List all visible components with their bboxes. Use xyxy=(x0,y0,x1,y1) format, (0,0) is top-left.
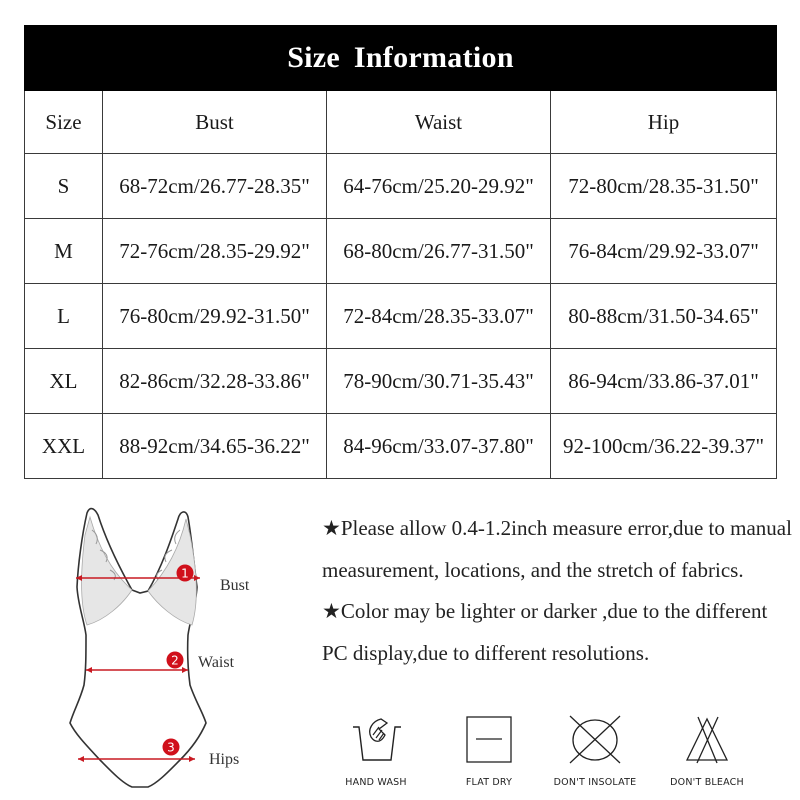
cell-size: XXL xyxy=(25,414,103,479)
size-table xyxy=(24,25,777,479)
label-hips: Hips xyxy=(209,751,240,768)
bodysuit-outline-icon xyxy=(40,495,280,795)
cell-waist: 72-84cm/28.35-33.07" xyxy=(327,284,551,349)
svg-text:1: 1 xyxy=(181,566,189,581)
care-label: DON'T INSOLATE xyxy=(553,777,637,788)
care-label: HAND WASH xyxy=(345,777,407,788)
label-waist: Waist xyxy=(198,654,235,671)
header-size: Size xyxy=(25,91,103,154)
star-icon: ★ xyxy=(322,516,341,540)
dont-bleach-icon xyxy=(680,715,734,765)
cell-hip: 80-88cm/31.50-34.65" xyxy=(551,284,777,349)
table-row xyxy=(25,414,777,479)
cell-bust: 76-80cm/29.92-31.50" xyxy=(103,284,327,349)
label-bust: Bust xyxy=(220,577,250,594)
cell-waist: 68-80cm/26.77-31.50" xyxy=(327,219,551,284)
table-row xyxy=(25,349,777,414)
notes xyxy=(322,508,792,674)
dont-insolate-icon xyxy=(568,715,622,765)
cell-waist: 64-76cm/25.20-29.92" xyxy=(327,154,551,219)
note-2 xyxy=(322,591,792,674)
care-label: FLAT DRY xyxy=(465,777,513,788)
table-title: Size Information xyxy=(25,26,777,91)
cell-size: S xyxy=(25,154,103,219)
cell-bust: 72-76cm/28.35-29.92" xyxy=(103,219,327,284)
cell-hip: 92-100cm/36.22-39.37" xyxy=(551,414,777,479)
cell-bust: 88-92cm/34.65-36.22" xyxy=(103,414,327,479)
header-row xyxy=(25,91,777,154)
cell-hip: 86-94cm/33.86-37.01" xyxy=(551,349,777,414)
cell-hip: 76-84cm/29.92-33.07" xyxy=(551,219,777,284)
cell-size: XL xyxy=(25,349,103,414)
note-text: Color may be lighter or darker ,due to the different PC display,due to different resolutions. xyxy=(322,599,768,665)
cell-size: L xyxy=(25,284,103,349)
header-waist: Waist xyxy=(327,91,551,154)
table-row xyxy=(25,219,777,284)
svg-text:2: 2 xyxy=(171,653,179,668)
header-bust: Bust xyxy=(103,91,327,154)
cell-bust: 68-72cm/26.77-28.35" xyxy=(103,154,327,219)
measurement-illustration xyxy=(40,495,280,795)
note-1 xyxy=(322,508,792,591)
care-dont-insolate xyxy=(545,715,645,788)
header-hip: Hip xyxy=(551,91,777,154)
cell-bust: 82-86cm/32.28-33.86" xyxy=(103,349,327,414)
table-row xyxy=(25,284,777,349)
care-dont-bleach xyxy=(657,715,757,788)
table-row xyxy=(25,154,777,219)
flat-dry-icon xyxy=(462,715,516,765)
hand-wash-icon xyxy=(349,715,403,765)
cell-size: M xyxy=(25,219,103,284)
note-text: Please allow 0.4-1.2inch measure error,due to manual measurement, locations, and the stretch of fabrics. xyxy=(322,516,792,582)
care-hand-wash xyxy=(326,715,426,788)
cell-waist: 84-96cm/33.07-37.80" xyxy=(327,414,551,479)
care-flat-dry xyxy=(439,715,539,788)
svg-text:3: 3 xyxy=(167,740,175,755)
cell-waist: 78-90cm/30.71-35.43" xyxy=(327,349,551,414)
care-label: DON'T BLEACH xyxy=(670,777,744,788)
star-icon: ★ xyxy=(322,599,341,623)
cell-hip: 72-80cm/28.35-31.50" xyxy=(551,154,777,219)
